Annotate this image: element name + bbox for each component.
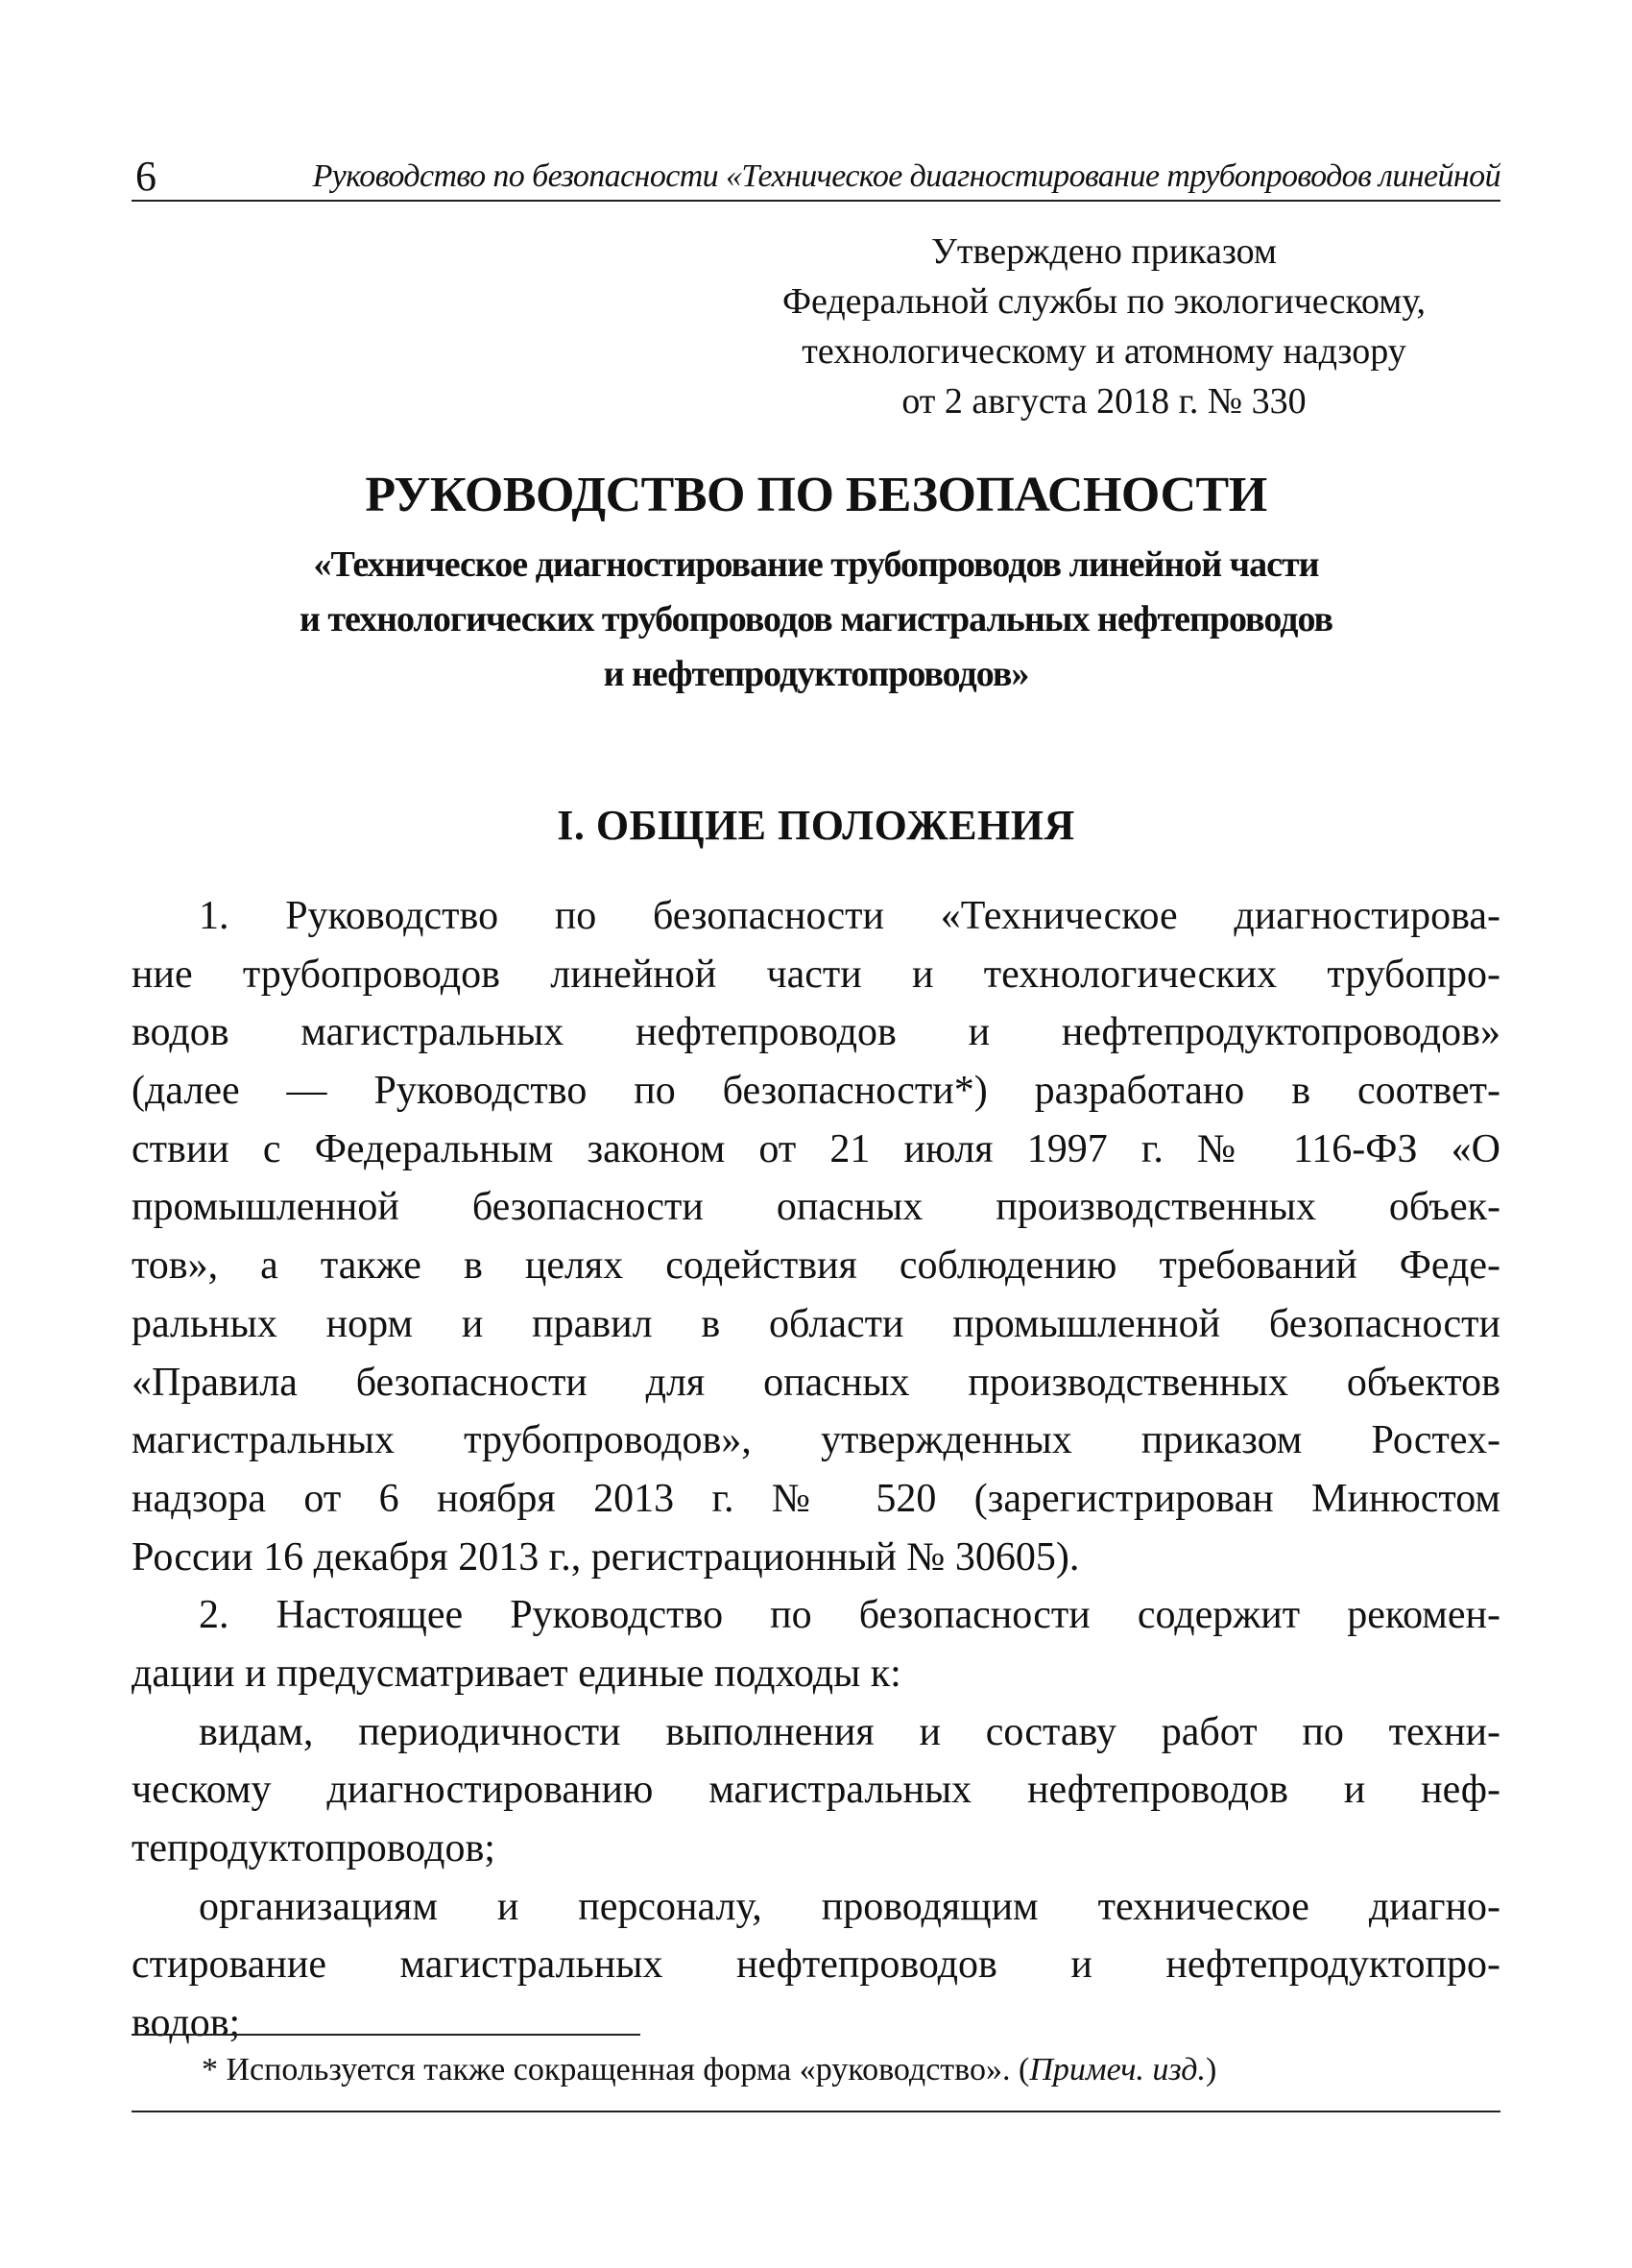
footnote-marker: * <box>202 2052 218 2087</box>
text-line: надзора от 6 ноября 2013 г. № 520 (зарегистрирован Минюстом <box>132 1476 1500 1521</box>
text-line: 2. Настоящее Руководство по безопасности содержит рекомен- <box>199 1593 1500 1638</box>
text-line: тепродуктопроводов; <box>132 1826 495 1870</box>
bottom-rule <box>132 2111 1500 2112</box>
text-line: магистральных трубопроводов», утвержденных приказом Ростех- <box>132 1418 1500 1463</box>
text-line: ствии с Федеральным законом от 21 июля 1997 г. № 116-ФЗ «О <box>132 1126 1500 1171</box>
paragraph-2 <box>132 1586 1500 1702</box>
document-subtitle <box>125 538 1507 702</box>
text-line: водов магистральных нефтепроводов и нефтепродуктопроводов» <box>132 1010 1500 1055</box>
footnote-text: Используется также сокращенная форма «руководство». ( <box>226 2052 1030 2087</box>
text-line: стирование магистральных нефтепроводов и нефтепродуктопро- <box>132 1942 1500 1988</box>
list-item-2 <box>132 1878 1500 2053</box>
approval-line: от 2 августа 2018 г. № 330 <box>901 381 1307 422</box>
running-title: Руководство по безопасности «Техническое диагностирование трубопроводов линейной <box>312 158 1500 194</box>
footnote-separator <box>132 2034 640 2036</box>
text-line: «Правила безопасности для опасных производственных объектов <box>132 1360 1500 1405</box>
text-line: тов», а также в целях содействия соблюдению требований Феде- <box>132 1243 1500 1289</box>
text-line: ческому диагностированию магистральных нефтепроводов и неф- <box>132 1768 1500 1813</box>
text-line: ральных норм и правил в области промышленной безопасности <box>132 1301 1500 1346</box>
text-line: видам, периодичности выполнения и составу работ по техни- <box>199 1709 1500 1754</box>
text-line: России 16 декабря 2013 г., регистрационный № 30605). <box>132 1534 1080 1580</box>
text-line: организациям и персоналу, проводящим техническое диагно- <box>199 1884 1500 1929</box>
text-line: дации и предусматривает единые подходы к: <box>132 1651 901 1696</box>
list-item-1 <box>132 1703 1500 1878</box>
subtitle-line: и технологических трубопроводов магистральных нефтепроводов <box>299 599 1333 639</box>
text-line: промышленной безопасности опасных производственных объек- <box>132 1185 1500 1230</box>
approval-line: Утверждено приказом <box>931 231 1277 272</box>
body-text <box>132 887 1500 2053</box>
text-line: (далее — Руководство по безопасности*) разработано в соответ- <box>132 1069 1500 1114</box>
text-line: ние трубопроводов линейной части и технологических трубопро- <box>132 952 1500 997</box>
paragraph-1 <box>132 887 1500 1586</box>
page-number: 6 <box>135 153 156 200</box>
document-title: РУКОВОДСТВО ПО БЕЗОПАСНОСТИ <box>365 468 1267 522</box>
footnote <box>202 2049 1216 2091</box>
text-line: 1. Руководство по безопасности «Техническое диагностирова- <box>199 894 1500 938</box>
footnote-close: ) <box>1205 2052 1217 2087</box>
subtitle-line: «Техническое диагностирование трубопроводов линейной части <box>313 544 1319 585</box>
footnote-editor-note: Примеч. изд. <box>1029 2052 1206 2087</box>
running-header <box>132 152 1500 202</box>
approval-line: технологическому и атомному надзору <box>802 331 1406 372</box>
section-heading: I. ОБЩИЕ ПОЛОЖЕНИЯ <box>557 802 1075 849</box>
approval-block <box>672 227 1536 426</box>
text-line: водов; <box>132 2001 241 2046</box>
approval-line: Федеральной службы по экологическому, <box>781 281 1427 322</box>
subtitle-line: и нефтепродуктопроводов» <box>603 654 1029 694</box>
